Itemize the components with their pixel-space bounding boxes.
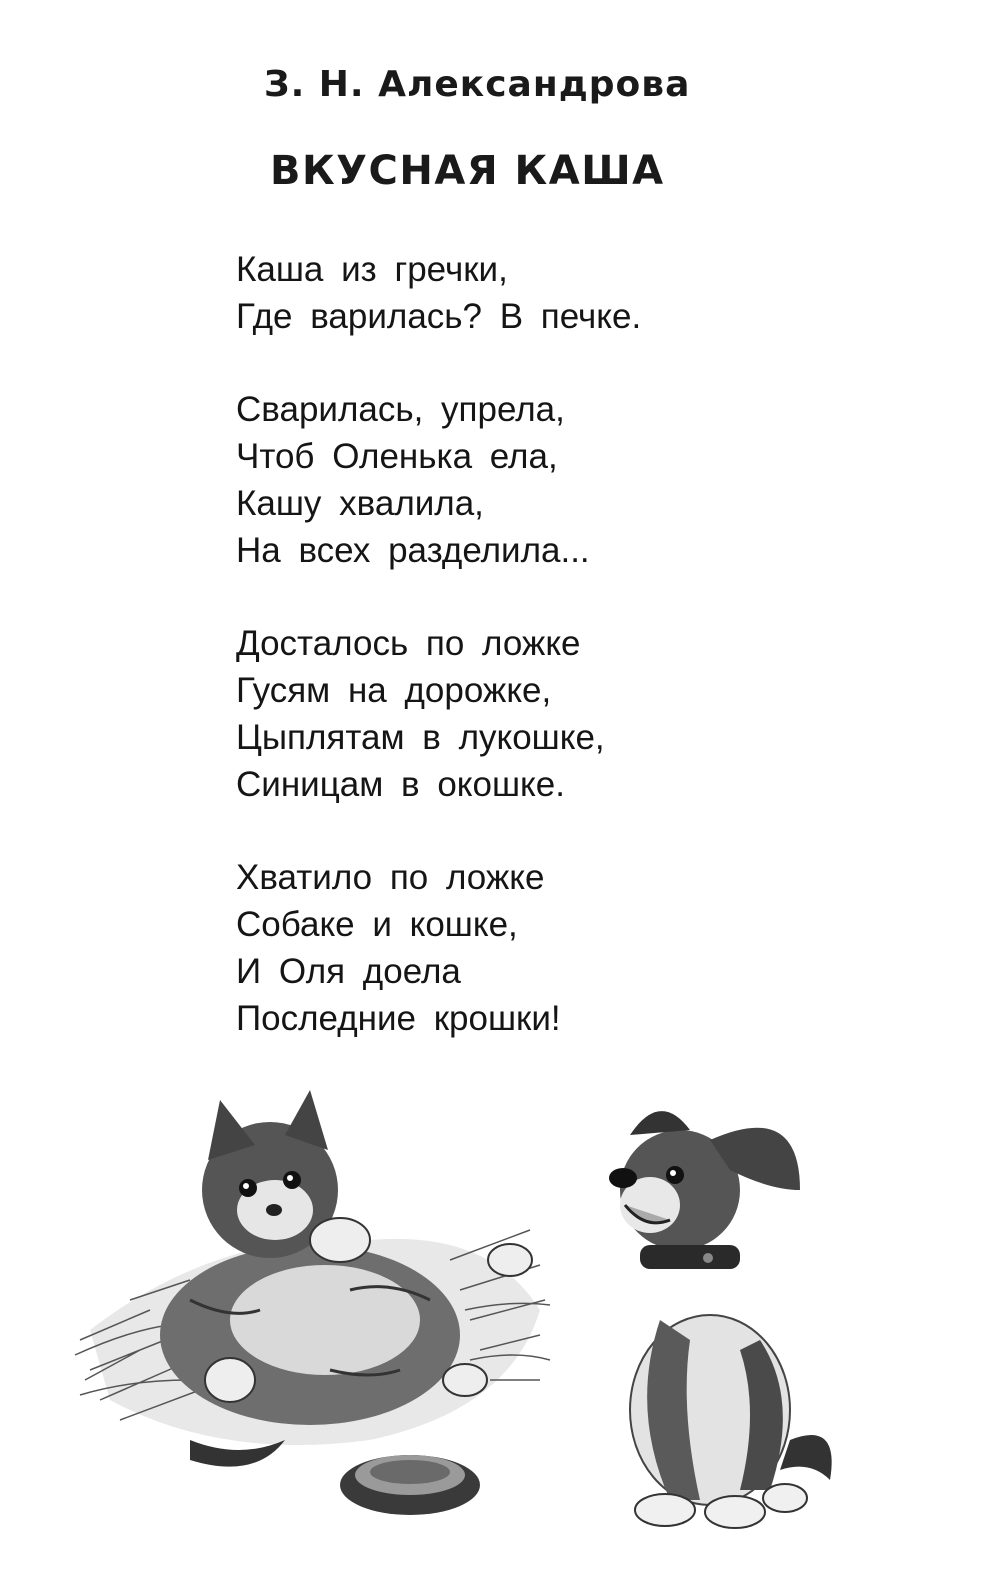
illustration bbox=[70, 1080, 870, 1550]
poem-line: Сварилась, упрела, bbox=[236, 390, 565, 429]
bowl-icon bbox=[340, 1455, 480, 1515]
poem-line: Собаке и кошке, bbox=[236, 905, 518, 944]
poem-line: Кашу хвалила, bbox=[236, 484, 484, 523]
poem-title: ВКУСНАЯ КАША bbox=[270, 148, 665, 194]
stanza bbox=[236, 386, 796, 574]
poem-line: Хватило по ложке bbox=[236, 858, 545, 897]
author-name: З. Н. Александрова bbox=[264, 64, 691, 105]
stanza bbox=[236, 620, 796, 808]
poem-line: И Оля доела bbox=[236, 952, 461, 991]
poem-line: Каша из гречки, bbox=[236, 250, 508, 289]
poem-line: Синицам в окошке. bbox=[236, 765, 565, 804]
stanza bbox=[236, 854, 796, 1042]
poem-line: Последние крошки! bbox=[236, 999, 561, 1038]
poem-line: Цыплятам в лукошке, bbox=[236, 718, 605, 757]
poem-line: Чтоб Оленька ела, bbox=[236, 437, 558, 476]
poem-line: На всех разделила... bbox=[236, 531, 590, 570]
poem-line: Где варилась? В печке. bbox=[236, 297, 642, 336]
poem-body bbox=[236, 246, 796, 1088]
puppy-icon bbox=[609, 1111, 832, 1528]
poem-line: Досталось по ложке bbox=[236, 624, 581, 663]
stanza bbox=[236, 246, 796, 340]
poem-line: Гусям на дорожке, bbox=[236, 671, 552, 710]
